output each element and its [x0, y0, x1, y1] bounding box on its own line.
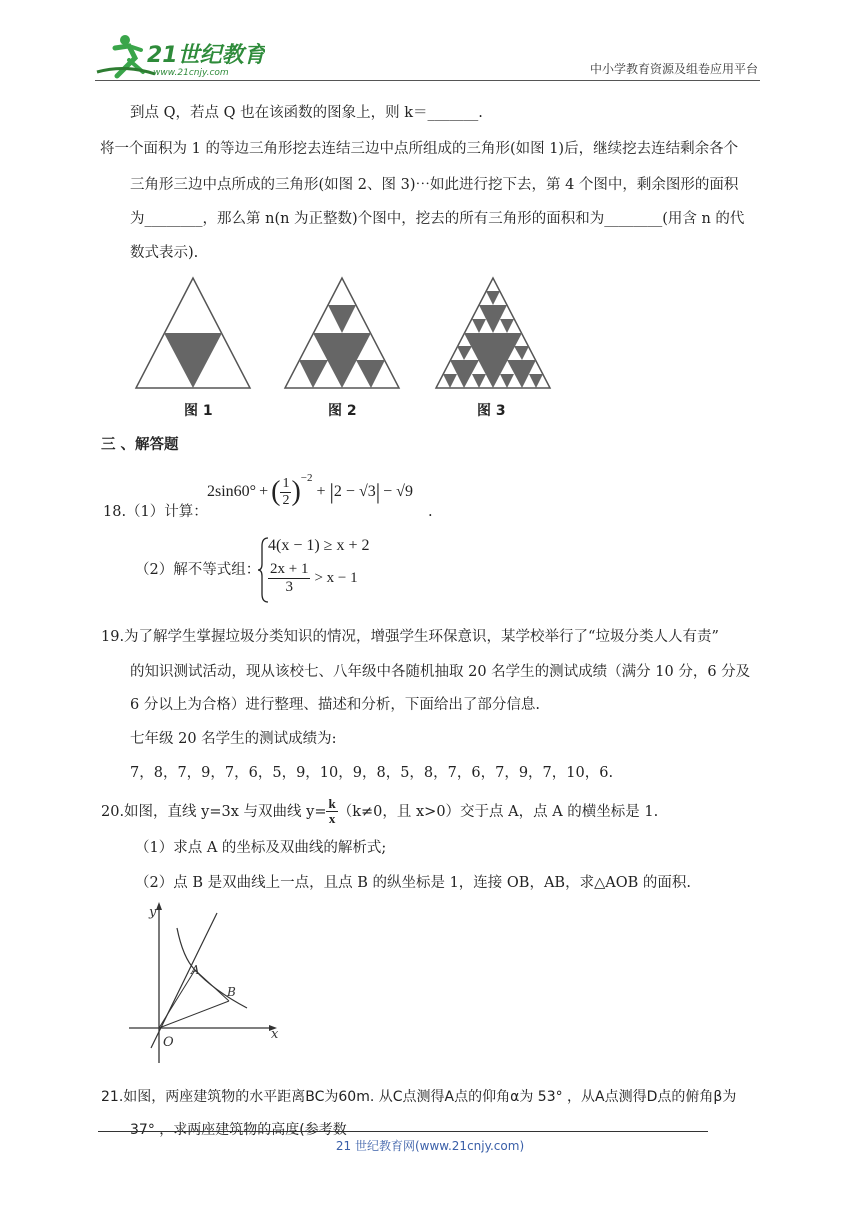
section-title: 三 、解答题: [101, 437, 179, 453]
q18-frac-num: 1: [282, 475, 290, 491]
q19-line2: 的知识测试活动，现从该校七、八年级中各随机抽取 20 名学生的测试成绩（满分 10 分，6 分及: [130, 664, 751, 680]
sierpinski-figures: [130, 272, 560, 401]
origin-label: O: [163, 1035, 174, 1050]
q19-line5: 7，8，7，9，7，6，5，9，10，9，8，5，8，7，6，7，9，7，10，6.: [130, 765, 614, 781]
axis-label-y: y: [149, 905, 157, 920]
header-divider: [95, 80, 760, 81]
point-label-a: A: [191, 963, 200, 977]
point-label-b: B: [227, 985, 236, 999]
site-logo: [95, 28, 265, 80]
q18-ineq1: 4(x − 1) ≥ x + 2: [268, 537, 370, 554]
q18-expression: 2sin60° + ( $\frac{1}{2}$ ) $^{-2}$ + | 2 − √3 | − √9: [207, 472, 413, 508]
figure-2: [285, 278, 399, 388]
q18-frac-den: 2: [282, 492, 290, 508]
q17-line1: 将一个面积为 1 的等边三角形挖去连结三边中点所组成的三角形(如图 1)后，继续挖去连结剩余各个: [100, 141, 739, 157]
footer-divider: [98, 1131, 708, 1132]
q-prev-line: 到点 Q，若点 Q 也在该函数的图象上，则 k＝_______.: [130, 105, 483, 121]
footer-text: 21 世纪教育网(www.21cnjy.com): [335, 1139, 525, 1153]
platform-title: 中小学教育资源及组卷应用平台: [589, 62, 758, 76]
q18-minus-sqrt: − √9: [383, 483, 413, 500]
q18-ineq2-num: 2x + 1: [270, 561, 309, 577]
q21-line2: 37° ，求两座建筑物的高度(参考数: [130, 1122, 347, 1138]
logo-url: www.21cnjy.com: [153, 68, 229, 78]
q18-abs: 2 − √3: [333, 483, 376, 500]
logo-text: 21世纪教育: [147, 43, 265, 68]
q20-part2: （2）点 B 是双曲线上一点，且点 B 的纵坐标是 1，连接 OB，AB，求△AOB 的面积.: [135, 875, 691, 891]
axis-label-x: x: [271, 1027, 279, 1042]
q20-frac-den: x: [328, 811, 336, 826]
fig-label-3: 图 3: [477, 403, 506, 419]
q18-period: .: [428, 504, 433, 520]
q19-line1: 19.为了解学生掌握垃圾分类知识的情况，增强学生环保意识，某学校举行了“垃圾分类人人有责”: [101, 629, 719, 645]
q18-ineq2: [268, 561, 358, 596]
q17-line2: 三角形三边中点所成的三角形(如图 2、图 3)⋯如此进行挖下去，第 4 个图中，剩余图形的面积: [130, 177, 739, 193]
q18-ineq2-rest: > x − 1: [314, 570, 358, 586]
figure-1: [136, 278, 250, 388]
q20-graph: [125, 898, 285, 1072]
fig-label-1: 图 1: [184, 403, 213, 419]
figure-3: [436, 278, 550, 388]
q17-line3: 为________，那么第 n(n 为正整数)个图中，挖去的所有三角形的面积和为________(用含 n 的代: [130, 211, 745, 227]
q20-line1a: 20.如图，直线 y=3x 与双曲线 y=: [101, 803, 327, 820]
q18-ineq2-den: 3: [285, 579, 293, 595]
q20-line1: [101, 797, 658, 826]
q18-part1-label: 18.（1）计算：: [103, 504, 208, 520]
fig-label-2: 图 2: [328, 403, 357, 419]
q20-frac-num: k: [328, 796, 336, 811]
q18-term-sin: 2sin60°: [207, 483, 257, 500]
q19-line3: 6 分以上为合格）进行整理、描述和分析，下面给出了部分信息.: [130, 697, 540, 713]
q17-line4: 数式表示).: [130, 245, 199, 261]
q18-part2-label: （2）解不等式组：: [135, 562, 261, 578]
q21-line1: 21.如图，两座建筑物的水平距离BC为60m. 从C点测得A点的仰角α为 53° ，从A点测得D点的俯角β为: [101, 1089, 737, 1105]
q20-line1b: （k≠0，且 x>0）交于点 A，点 A 的横坐标是 1.: [337, 803, 659, 820]
q18-exponent: −2: [300, 472, 313, 484]
q20-part1: （1）求点 A 的坐标及双曲线的解析式;: [135, 840, 387, 856]
q19-line4: 七年级 20 名学生的测试成绩为:: [130, 731, 337, 747]
